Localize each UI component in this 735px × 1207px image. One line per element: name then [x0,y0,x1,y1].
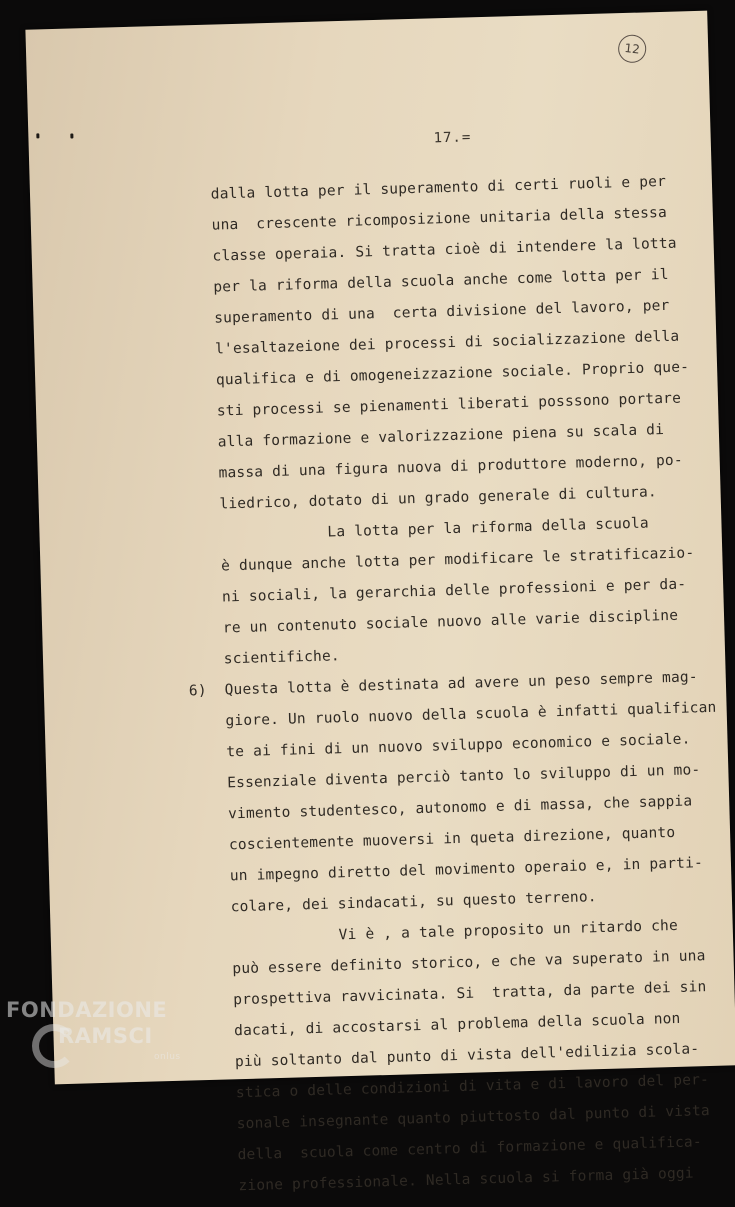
text-line: un impegno diretto del movimento operaio e, in parti- [193,855,704,886]
text-line: è dunque anche lotta per modificare le stratificazio- [185,545,695,576]
text-line: l'esaltazeione dei processi di socializzazione della [179,328,680,359]
text-line: coscientemente muoversi in queta direzione, quanto [193,824,676,855]
text-line: te ai fini di un nuovo sviluppo economico e sociale. [190,731,691,762]
text-line: dacati, di accostarsi al problema della scuola non [198,1010,681,1041]
text-line: scientifiche. [187,648,341,669]
text-line: della scuola come centro di formazione e qualifica- [201,1134,703,1165]
text-line: una crescente ricomposizione unitaria della stessa [175,204,668,235]
text-line: colare, dei sindacati, su questo terreno. [194,889,597,917]
document-page [25,11,735,1196]
text-line: zione professionale. Nella scuola si forma già oggi [202,1165,694,1196]
text-line: prospettiva ravvicinata. Si tratta, da parte dei sin [197,979,707,1010]
text-line: stica o delle condizioni di vita e di lavoro del per- [199,1072,710,1103]
text-line: può essere definito storico, e che va superato in una [196,948,706,979]
text-line: 6) Questa lotta è destinata ad avere un peso sempre mag- [188,669,698,700]
text-line: alla formazione e valorizzazione piena su scala di [181,422,665,452]
text-line: qualifica e di omogeneizzazione sociale. Proprio que- [180,359,690,390]
page-number: 17.= [433,129,472,147]
text-line: dalla lotta per il superamento di certi ruoli e per [174,173,667,204]
text-line: ni sociali, la gerarchia delle professioni e per da- [186,576,687,607]
watermark-onlus: onlus [154,1052,181,1062]
text-line: per la riforma della scuola anche come lotta per il [177,266,669,297]
text-line: Essenziale diventa perciò tanto lo sviluppo di un mo- [191,762,701,793]
text-line: massa di una figura nuova di produttore moderno, po- [182,452,683,483]
punch-mark-left [36,133,39,138]
text-line: La lotta per la riforma della scuola [184,515,650,545]
text-line: sti processi se pienamenti liberati posssono portare [180,390,682,421]
text-line: più soltanto dal punto di vista dell'edilizia scola- [199,1041,700,1072]
fondazione-gramsci-watermark [6,998,196,1078]
text-line: classe operaia. Si tratta cioè di intendere la lotta [176,235,677,266]
text-line: re un contenuto sociale nuovo alle varie discipline [186,607,679,638]
text-line: liedrico, dotato di un grado generale di cultura. [183,484,658,514]
text-line: Vi è , a tale proposito un ritardo che [195,917,679,948]
watermark-line1: FONDAZIONE [6,998,168,1022]
watermark-line2: RAMSCI [58,1024,153,1048]
text-line: vimento studentesco, autonomo e di massa, che sappia [192,793,693,824]
punch-mark-right [70,133,73,138]
document-body-text [174,167,717,1204]
text-line: superamento di una certa divisione del lavoro, per [178,297,670,328]
archive-page-number: 12 [617,33,648,64]
text-line: giore. Un ruolo nuovo della scuola è infatti qualifican [189,699,717,731]
text-line: sonale insegnante quanto piuttosto dal punto di vista [200,1103,711,1134]
